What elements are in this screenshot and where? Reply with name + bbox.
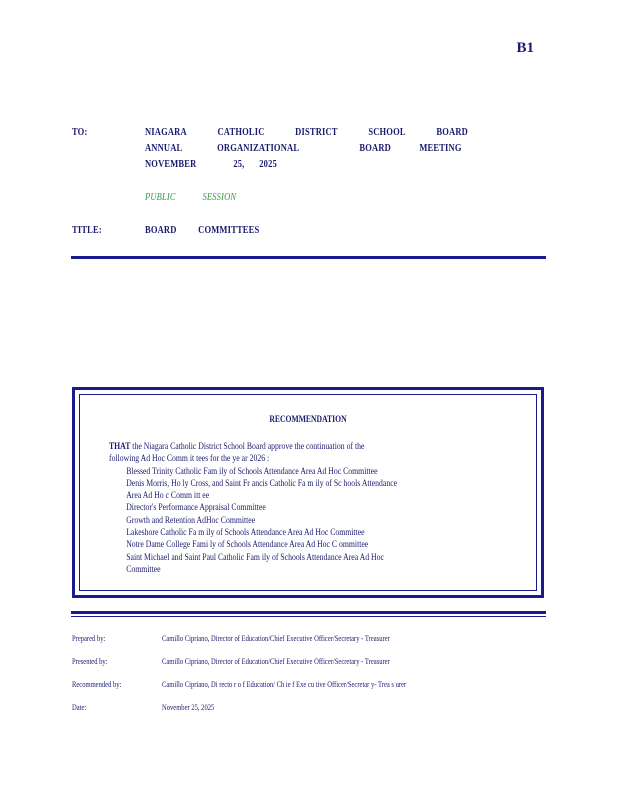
intro-bold: THAT <box>109 441 131 451</box>
to-word: BOARD <box>436 127 468 138</box>
to-word: CATHOLIC <box>217 127 265 138</box>
to-word: ANNUAL <box>145 143 182 154</box>
bullet-icon <box>109 501 126 513</box>
session-label <box>145 192 468 203</box>
list-item-text: Blessed Trinity Catholic Fam ily of Schools Attendance Area Ad Hoc Committee <box>126 465 378 476</box>
to-word: 2025 <box>259 159 277 170</box>
title-word: BOARD <box>145 225 177 236</box>
to-word: 25, <box>233 159 245 170</box>
list-item <box>109 465 446 477</box>
title-value <box>145 225 468 236</box>
session-word: PUBLIC <box>145 192 176 203</box>
list-item-text: Director's Performance Appraisal Committee <box>126 502 266 513</box>
to-line-2 <box>145 143 468 154</box>
footer-rule-top <box>71 611 546 614</box>
bullet-icon <box>109 465 126 477</box>
to-line-3 <box>145 159 468 170</box>
list-item <box>109 514 446 526</box>
list-item <box>109 551 446 563</box>
to-label: TO: <box>72 127 88 138</box>
list-item-text: Saint Michael and Saint Paul Catholic Fam ily of Schools Attendance Area Ad Hoc <box>126 551 384 562</box>
list-item-continuation: Committee <box>126 563 161 574</box>
list-item-text: Growth and Retention AdHoc Committee <box>126 514 256 525</box>
recommended-by-label: Recommended by: <box>72 680 122 689</box>
list-item <box>109 501 446 513</box>
date-label: Date: <box>72 703 87 712</box>
intro-line-1 <box>109 440 446 452</box>
bullet-icon <box>109 477 126 489</box>
session-word: SESSION <box>202 192 237 203</box>
list-item <box>109 526 446 538</box>
date-value: November 25, 2025 <box>162 703 215 712</box>
list-item-text: Denis Morris, Ho ly Cross, and Saint Fr ancis Catholic Fa m ily of Sc hools Attendance <box>126 477 398 488</box>
to-word: SCHOOL <box>368 127 406 138</box>
list-item-text: Lakeshore Catholic Fa m ily of Schools Attendance Area Ad Hoc Committee <box>126 527 365 538</box>
to-word: DISTRICT <box>295 127 338 138</box>
bullet-icon <box>109 551 126 563</box>
bullet-icon <box>109 526 126 538</box>
to-line-1 <box>145 127 468 138</box>
bullet-icon <box>109 538 126 550</box>
to-word: BOARD <box>359 143 391 154</box>
presented-by-value: Camillo Cipriano, Director of Education/Chief Executive Officer/Secretary - Treasurer <box>162 657 390 666</box>
recommendation-heading: RECOMMENDATION <box>269 414 347 424</box>
list-item <box>109 477 446 489</box>
to-word: NOVEMBER <box>145 159 197 170</box>
header-rule <box>71 256 546 259</box>
intro-rest: the Niagara Catholic District School Board approve the continuation of the <box>130 441 365 451</box>
intro-line-2: following Ad Hoc Comm it tees for the ye ar 2026 : <box>109 453 270 464</box>
recommendation-text <box>109 440 501 575</box>
recommended-by-value: Camillo Cipriano, Di recto r o f Education/ Ch ie f Exe cu tive Officer/Secretar y- Trea s urer <box>162 680 407 689</box>
bullet-icon <box>109 514 126 526</box>
page-tag: B1 <box>516 40 534 56</box>
footer-rule-bottom <box>71 616 546 617</box>
recommendation-box <box>72 387 544 598</box>
list-item-continuation: Area Ad Ho c Comm itt ee <box>126 490 210 501</box>
to-word: NIAGARA <box>145 127 187 138</box>
to-word: MEETING <box>419 143 462 154</box>
prepared-by-value: Camillo Cipriano, Director of Education/Chief Executive Officer/Secretary - Treasurer <box>162 634 390 643</box>
prepared-by-label: Prepared by: <box>72 634 106 643</box>
title-label: TITLE: <box>72 225 102 236</box>
to-word: ORGANIZATIONAL <box>217 143 299 154</box>
list-item-text: Notre Dame College Fami ly of Schools Attendance Area Ad Hoc C ommittee <box>126 539 369 550</box>
list-item <box>109 538 446 550</box>
title-word: COMMITTEES <box>198 225 260 236</box>
presented-by-label: Presented by: <box>72 657 108 666</box>
